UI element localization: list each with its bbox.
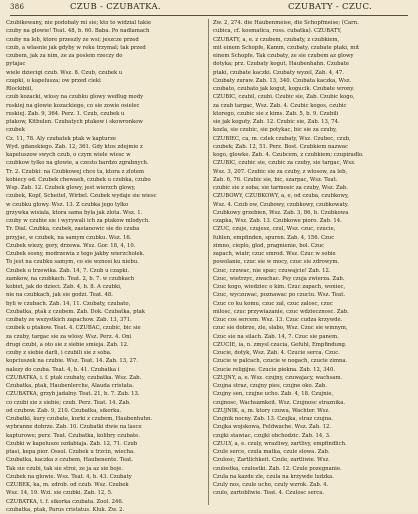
- text-line: Czuc sie na silach. Zab. 14, 7. Czuc sie panem.: [213, 333, 339, 340]
- text-line: cubica, cf. kosmatica, ross. cubatka). CZUBATY,: [213, 28, 342, 35]
- text-line: Czuly nos, czule ucho, czuly wzrok. Zab. 4.: [213, 482, 329, 488]
- text-line: w czubku glowy. Wsz. 13. Z czubka jego tylko: [6, 201, 129, 208]
- text-line: einem Schopfe. Tak czubaty, ze sie czubem az glowy: [213, 53, 354, 59]
- text-line: CZUJNIK, a, m. ktory czuwa, Wachter. Wsz.: [213, 407, 330, 414]
- text-line: czuby na glowie! Teat. 48, b. 60. Baba. Po nadlamach: [6, 28, 150, 35]
- text-line: ptakow, Kitbulen. Czubatych ptakow i skowronkow: [6, 119, 143, 125]
- text-line: czuby z siebie darli, i czubili sie z soba.: [6, 350, 112, 356]
- text-line: Wsp. Zab. 12. Czubek glowy, jest wierzch glowy,: [6, 185, 136, 191]
- text-line: Czubki w kapelusze ozdabiaja. Zab. 12, 71. Czub: [6, 440, 138, 447]
- text-line: Czucie religijne. Czucie piekna. Zab. 12, 340.: [213, 366, 336, 373]
- left-column: [6, 19, 206, 513]
- page-header: [10, 2, 408, 14]
- text-line: czubem, jak za nim, ze za poslem rzeczy do: [6, 53, 123, 59]
- text-line: Czubatka, ptak z czubem. Zab. Dok. Czubatka, ptak: [6, 308, 145, 315]
- text-line: Czubkowy grzebien, Wsz. Zab. 3, 86, b. Czubkowa: [213, 209, 349, 216]
- text-line: drugi czubi, a oto sie z siebie smieja. Zab. 12.: [6, 341, 129, 348]
- text-line: kobiecy od. Czubek chewaeh, czubek u czubka, czubo: [6, 176, 151, 183]
- text-line: ptaki, czubate kaczki. Czubaty wyzel, Zab. 4, 47.: [213, 69, 344, 76]
- text-line: CZUBIEC, ca, m. czlek czubaty, Wsz. Czubec, czub,: [213, 135, 351, 142]
- text-line: czubatka, ptak, Parus cristatus. Kluk. Zw. 2.: [6, 506, 125, 513]
- text-line: zapach, wiatr, czuc smrod. Wsz. Czuc w sobie: [213, 251, 336, 257]
- text-line: kapturowe; perz. Teat. Czubatka, kolibry czubate.: [6, 432, 140, 439]
- text-line: CZUBATKA, grzyb jadalny. Teat. 21, b. 7. Zab. 13.: [6, 391, 140, 398]
- right-column: [213, 19, 413, 507]
- text-line: kopciuszek na czubie. Wsz. Teat. 14. Zab. 13, 27.: [6, 358, 138, 365]
- right-running-head: CZUBATY - CZUC.: [288, 2, 373, 12]
- text-line: Czucie, dotyk, Wsz. Zab. 4. Czucie serca. Czuc.: [213, 350, 340, 356]
- text-line: wybranne dobrze. Zab. 10. Czubatki dwie na lasce: [6, 424, 142, 431]
- text-line: dotyka; prz. Czubaty kogut, Haubenhahn. Czubate: [213, 61, 349, 68]
- text-line: Rlockibiil,: [6, 86, 33, 92]
- text-line: Czujnik nocny. Zab. 13. Czujka, straz czujna.: [213, 416, 333, 422]
- text-line: CZUBATKA, i. f. ptak czubaty, czubatka. Wsz. Zab.: [6, 374, 142, 381]
- text-line: co czubi sie z siebie; czub. Perz. Teat. 14. Zab.: [6, 399, 131, 406]
- text-line: Czubatki, kury czubate, kurki z czubem, Haubenhuhn.: [6, 416, 153, 422]
- text-line: CZUBIC, czubil, czubi. Czubic sie, Zab. Czubic kogo,: [213, 94, 355, 101]
- text-line: czubaty ze wszystkich zapachow. Zab. 13, 371.: [6, 317, 132, 323]
- text-line: Czubek sosny, modrzewia z tego jakby wierzcholek.: [6, 251, 145, 257]
- text-line: pytajac: [6, 61, 26, 68]
- text-line: Czubaty zuraw. Zab. 13, 340. Czubata kaczka, Wsz.: [213, 77, 352, 84]
- text-line: Tr. 2. Czubki: na Czubkowej chce ta, ktora z zlotem: [6, 168, 145, 175]
- text-line: Wsz. 14, 19. Wzi. sie czubki. Zab. 12, 5.: [6, 490, 113, 497]
- text-line: Wsz. 3, 207. Czubic sie za czuby, z wlosow, za leb,: [213, 168, 348, 175]
- text-line: Czujna straz, czujny pies, czujne oko. Zab.: [213, 383, 327, 389]
- text-line: Czuc, wyczuwac, poznawac po czuciu. Wsz. Teat.: [213, 292, 346, 299]
- text-line: Czujka wojskowa, Feldwache. Wsz. Zab. 12.: [213, 424, 332, 431]
- text-line: Czuc cos sercem. Wsz. 13. Czuc cudza krzywde.: [213, 317, 343, 323]
- text-line: Czuc, czuwac, nie spac; czuwajcie! Zab. 12.: [213, 267, 331, 274]
- text-line: Czula na kazde zle, czula na krzywde ludzka.: [213, 473, 334, 480]
- text-line: Czuc kogo, wiedziec o kim. Czuc zapach, woniec,: [213, 284, 346, 290]
- text-line: kogo, glowke. Zab. 4. Czubcem, z czubkiem; czupiradlo.: [213, 152, 364, 158]
- text-line: Czubek u trzewika. Zab. 14, 7. Czub u czapki.: [6, 267, 130, 274]
- text-line: CZUBIC, czubic sie, czubic za czuby, sie targac, Wsz.: [213, 160, 356, 167]
- text-line: Czule serce, czula matka, czule slowa. Zab.: [213, 449, 330, 455]
- text-line: kozla, sie czubic, sie potykac, bic sie za czuby,: [213, 127, 337, 134]
- text-line: Czubek wiezy, gory, drzewa. Wsz. Gor. 18, 4, 10.: [6, 242, 136, 249]
- text-line: Zw. 2, 274. die Haubenmeise, die Schopfmeise; (Carn.: [213, 20, 359, 26]
- text-line: CZUC, czuje, czujesz, czul, Wsz. czuc, czucie,: [213, 226, 336, 233]
- text-line: Zab. 6, 76. Czubic sie, bic, szarpac, Wsz. Teat.: [213, 176, 338, 183]
- text-line: nie na czubkach, jak sie godzi. Teat. 48.: [6, 292, 113, 299]
- text-line: nalezy do czuba. Teat. 4, b. 41. Czubatka i: [6, 366, 120, 373]
- text-line: To jest na czubku samym, co sie wznosi ku niebu.: [6, 259, 139, 266]
- column-divider: [208, 19, 209, 505]
- text-line: CZUCIE, ia, n. zmysl czucia, Gefuhl, Empfindung.: [213, 341, 347, 348]
- text-line: Czubatka, ptak, Haubenlerche, Alauda cristata.: [6, 383, 134, 389]
- text-line: czubek, Kopf, Scheitel, Wirbel. Czubek wydaje sie wiesc: [6, 193, 157, 200]
- text-line: Czujny sen, czujne ucho. Zab. 4, 18. Czujnie,: [213, 391, 334, 398]
- text-line: kobiet, jak do dzieci. Zab. 4, b. 8. A czubki,: [6, 284, 122, 290]
- text-line: Cz. 11, 78. Aly czubatek ptak w kapturze: [6, 135, 117, 142]
- text-line: CZUBOWY, CZUBKOWY, a, e, od czuba, czubkowy,: [213, 193, 349, 200]
- text-line: sie jak koguty. Zab. 12. Czubic sie, Zab. 13, 74.: [213, 119, 340, 125]
- text-line: czujki stawiac, czujki obchodzic. Zab. 14, 3.: [213, 432, 331, 439]
- text-line: Czuc co ku komu, czuc zal, czuc zalosc, czuc: [213, 300, 333, 307]
- text-line: ruskiej. Zab. 9, 364. Perz. 1. Czub, czubek u: [6, 110, 125, 117]
- text-line: CZUBATKA, t. f. sikorka czubata. Zool. 246.: [6, 498, 124, 505]
- text-line: czuc sie dobrze, zle, slabo, Wsz. Czuc sie winnym,: [213, 325, 348, 332]
- text-line: czuby w czubie sie i wyrywali ich za ptakow mlodych.: [6, 218, 150, 224]
- text-line: CZUJNY, a, e. Wsz. czujny, czuwajacy, wachsam.: [213, 374, 343, 381]
- text-line: Wyd. gdanskiego. Zab. 12, 361. Gdy ktos zdejmie z: [6, 143, 143, 150]
- text-line: mit einem Schopfe, Kamm, czubaty, czubate ptaki, mit: [213, 44, 360, 51]
- text-line: za czub targac, Wsz. Zab. 4. Czubic kogos, czubic: [213, 102, 347, 109]
- text-line: Czubikowany, nie podobaly mi sie; kto to widzial takie: [6, 20, 152, 26]
- text-line: czubato, czubato jak kogut, kogucik. Czubate wrony.: [213, 86, 355, 92]
- text-line: czubek: [6, 127, 25, 134]
- text-line: ktorego, czubic sie z kims. Zab. 5, b. 9. Czubili: [213, 110, 339, 117]
- text-line: czubkow tylko na glowie, a czesto bardzo zgrabnych.: [6, 160, 149, 167]
- text-line: grzywka wisiala, ktora sama byla jak zlota. Wsz. 1.: [6, 209, 143, 216]
- text-line: byli w czubach. Zab. 14, 11. Czubaty, czubato,: [6, 300, 131, 307]
- text-line: powolanie, czuc sie w mocy, czuc sie zdrowym.: [213, 259, 340, 266]
- text-line: Czucie w palcach, czucie w nogach, czucie zimna.: [213, 358, 348, 365]
- text-line: za czuby, targac sie za wlosy. Wsz. Perz. 4. Oni: [6, 333, 132, 340]
- text-line: czuby na leb, ktore przeszly ze wsi; jeszcze przed: [6, 36, 139, 43]
- text-line: zimno, cieplo, glod, pragnienie, bol. Czuc: [213, 242, 325, 249]
- text-line: Czuc, wietrzyc, zwachac. Psy czuja zwierza. Zab.: [213, 275, 345, 282]
- text-line: wiele dziecigi czub. Wsz. 8. Czub, czubek u: [6, 69, 123, 76]
- page-number: 386: [10, 3, 25, 11]
- text-line: fuhlen, empfinden, spuren. Zab. 4, 156. Czuc: [213, 234, 335, 241]
- text-line: CZUBATY, a, e. z czubem, czubaty, z czubkiem,: [213, 36, 340, 43]
- text-line: czubek; Zab. 12, 51. Perz. Bost. Czubkiem nazwac: [213, 143, 349, 150]
- text-line: czapka, Wsz. Zab. 13. Czubkowe pioro. Zab. 14.: [213, 218, 342, 224]
- text-line: czub kozacki, wlosy na czubku glowy wedlug mody: [6, 94, 144, 101]
- text-line: CZULY, a, e. czuly, wrazliwy, zartlivy, empfindlich.: [213, 440, 347, 447]
- text-line: ruskiej na glowie kozackiego, co sie zowie osielec: [6, 102, 140, 109]
- text-line: czubek u ptakow. Teat. 4. CZUBAC, czubic, bic sie: [6, 325, 141, 332]
- text-line: Czulosc, Zartlichkeit. Czule, zartliwie. Wsz.: [213, 457, 330, 464]
- text-line: CZUBEK, ka, m. zdrob. od czub. Wsz. Czubek: [6, 482, 129, 488]
- left-running-head: CZUB - CZUBATKA.: [70, 2, 161, 12]
- text-line: czulostka, czulostki. Zab. 12. Czule pozegnanie.: [213, 465, 342, 472]
- text-line: Czubek na glowie. Wsz. Teat. 4, b. 43. Czubaty: [6, 473, 132, 480]
- text-line: czujnosc, Wachsamkeit. Wsz. Czujnosc straznika.: [213, 399, 346, 406]
- text-line: Tak sie czubi, tak sie stroi, ze ja az sie boje.: [6, 465, 124, 472]
- text-line: kapeluszow swych czub, o czym wiele wiesc w: [6, 152, 131, 158]
- text-line: czapki, u kapelusza; ow przed cieki: [6, 77, 101, 84]
- text-line: czulo, zartobliwie. Teat. 4. Czulosc serca.: [213, 490, 325, 497]
- text-line: czubic sie z soba; sie tarmosic za czuby, Wsz. Zab.: [213, 185, 348, 191]
- text-line: Tr. Dial. Czubka, czubek, zastanowic sie do czuba: [6, 226, 140, 233]
- text-line: ptasi, kepa pior. Ossol. Czubek u trzcin, wiecha.: [6, 449, 135, 455]
- text-line: Wsz. 4. Czub ow, Czubowy, czubkowy, czubkowaty.: [213, 201, 349, 208]
- text-line: przyjac, w czubek, na samym czubku. Wsz. 16.: [6, 234, 132, 241]
- text-line: od czubow. Zab. 9, 210. Czubatka, sikorka.: [6, 407, 122, 414]
- text-line: milosc, czuc przywiazanie, czuc wdziecznosc. Zab.: [213, 308, 349, 315]
- text-line: czub, a wlasnie jak gdyby w reku trzymal; tak przed: [6, 44, 146, 51]
- text-line: zamkow, na czubkach. Teat. 2, b. 7. w czubkach: [6, 275, 135, 282]
- header-rule: [10, 15, 408, 16]
- text-line: Czubatka, kaczka z czubem, Haubenente. Teat.: [6, 457, 133, 464]
